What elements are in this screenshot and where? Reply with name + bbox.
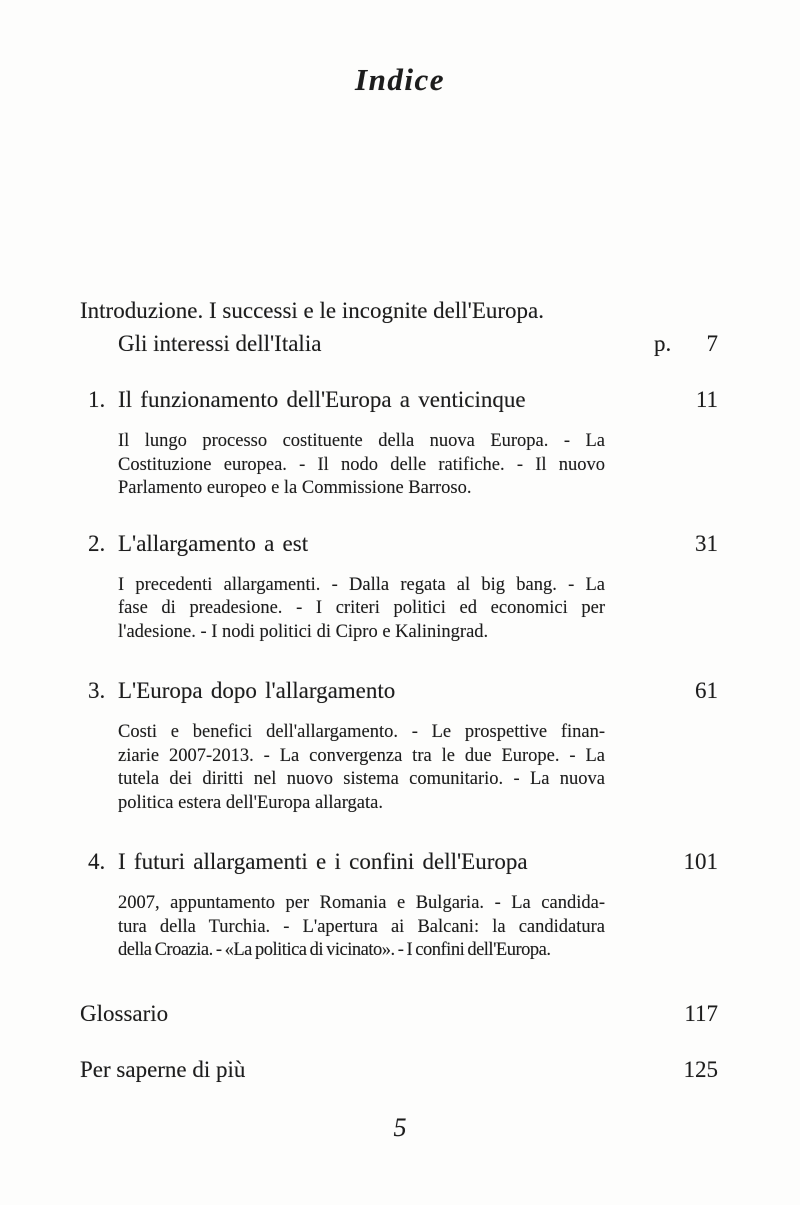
toc-entry-per-saperne-di-piu	[80, 1055, 718, 1085]
chapter-number: 1.	[88, 387, 106, 412]
page-number: 7	[706, 331, 718, 356]
description-line: Il lungo processo costituente della nuova Europa. - La	[118, 431, 605, 451]
chapter-description	[118, 430, 605, 501]
introduction-page-ref	[654, 327, 718, 360]
chapter-heading	[80, 385, 718, 415]
chapter-number: 2.	[88, 530, 106, 556]
description-line: fase di preadesione. - I criteri politici ed economici per	[118, 598, 605, 618]
chapter-title: L'Europa dopo l'allargamento	[118, 678, 396, 703]
chapter-title: Il funzionamento dell'Europa a venticinque	[118, 387, 526, 412]
chapter-title: L'allargamento a est	[118, 530, 309, 556]
back-matter-page-number: 117	[684, 1000, 718, 1026]
description-line: Costituzione europea. - Il nodo delle ratifiche. - Il nuovo	[118, 454, 605, 475]
description-line: 2007, appuntamento per Romania e Bulgaria. - La candida-	[118, 893, 605, 913]
chapter-heading	[80, 529, 718, 559]
chapter-number: 3.	[88, 678, 106, 703]
toc-entry-introduction	[80, 294, 718, 360]
description-line: Costi e benefici dell'allargamento. - Le prospettive finan-	[118, 722, 605, 742]
description-line: I precedenti allargamenti. - Dalla regata al big bang. - La	[118, 574, 605, 595]
chapter-page-number: 101	[683, 849, 718, 874]
description-line: della Croazia. - «La politica di vicinato». - I confini dell'Europa.	[118, 940, 551, 960]
chapter-page-number: 11	[695, 387, 718, 412]
chapter-description	[118, 574, 605, 645]
description-line: politica estera dell'Europa allargata.	[118, 792, 383, 813]
chapter-number: 4.	[88, 849, 106, 874]
toc-entry-glossario	[80, 999, 718, 1029]
back-matter-title: Per saperne di più	[80, 1056, 246, 1082]
description-line: tutela dei diritti nel nuovo sistema comunitario. - La nuova	[118, 769, 605, 789]
introduction-line-2: Gli interessi dell'Italia	[118, 331, 322, 356]
chapter-description	[118, 892, 605, 963]
chapter-description	[118, 721, 605, 815]
chapter-page-number: 31	[695, 530, 718, 556]
back-matter-title: Glossario	[80, 1000, 169, 1026]
page-ref-label: p.	[654, 331, 672, 356]
folio-page-number: 5	[393, 1112, 407, 1142]
introduction-title	[80, 294, 544, 360]
table-of-contents	[0, 294, 800, 1085]
description-line: ziarie 2007-2013. - La convergenza tra le due Europe. - La	[118, 745, 605, 766]
description-line: Parlamento europeo e la Commissione Barroso.	[118, 478, 472, 498]
toc-entry-chapter-3	[80, 676, 718, 815]
introduction-line-1: Introduzione. I successi e le incognite dell'Europa.	[80, 298, 544, 323]
chapter-page-number: 61	[695, 678, 718, 703]
chapter-heading	[80, 676, 718, 706]
toc-entry-chapter-2	[80, 529, 718, 645]
chapter-heading	[80, 847, 718, 877]
description-line: l'adesione. - I nodi politici di Cipro e Kaliningrad.	[118, 621, 489, 642]
back-matter-page-number: 125	[683, 1056, 718, 1082]
chapter-title: I futuri allargamenti e i confini dell'Europa	[118, 849, 528, 874]
description-line: tura della Turchia. - L'apertura ai Balcani: la candidatura	[118, 916, 605, 937]
toc-entry-chapter-4	[80, 847, 718, 963]
page-title: Indice	[355, 62, 445, 97]
toc-entry-chapter-1	[80, 385, 718, 501]
